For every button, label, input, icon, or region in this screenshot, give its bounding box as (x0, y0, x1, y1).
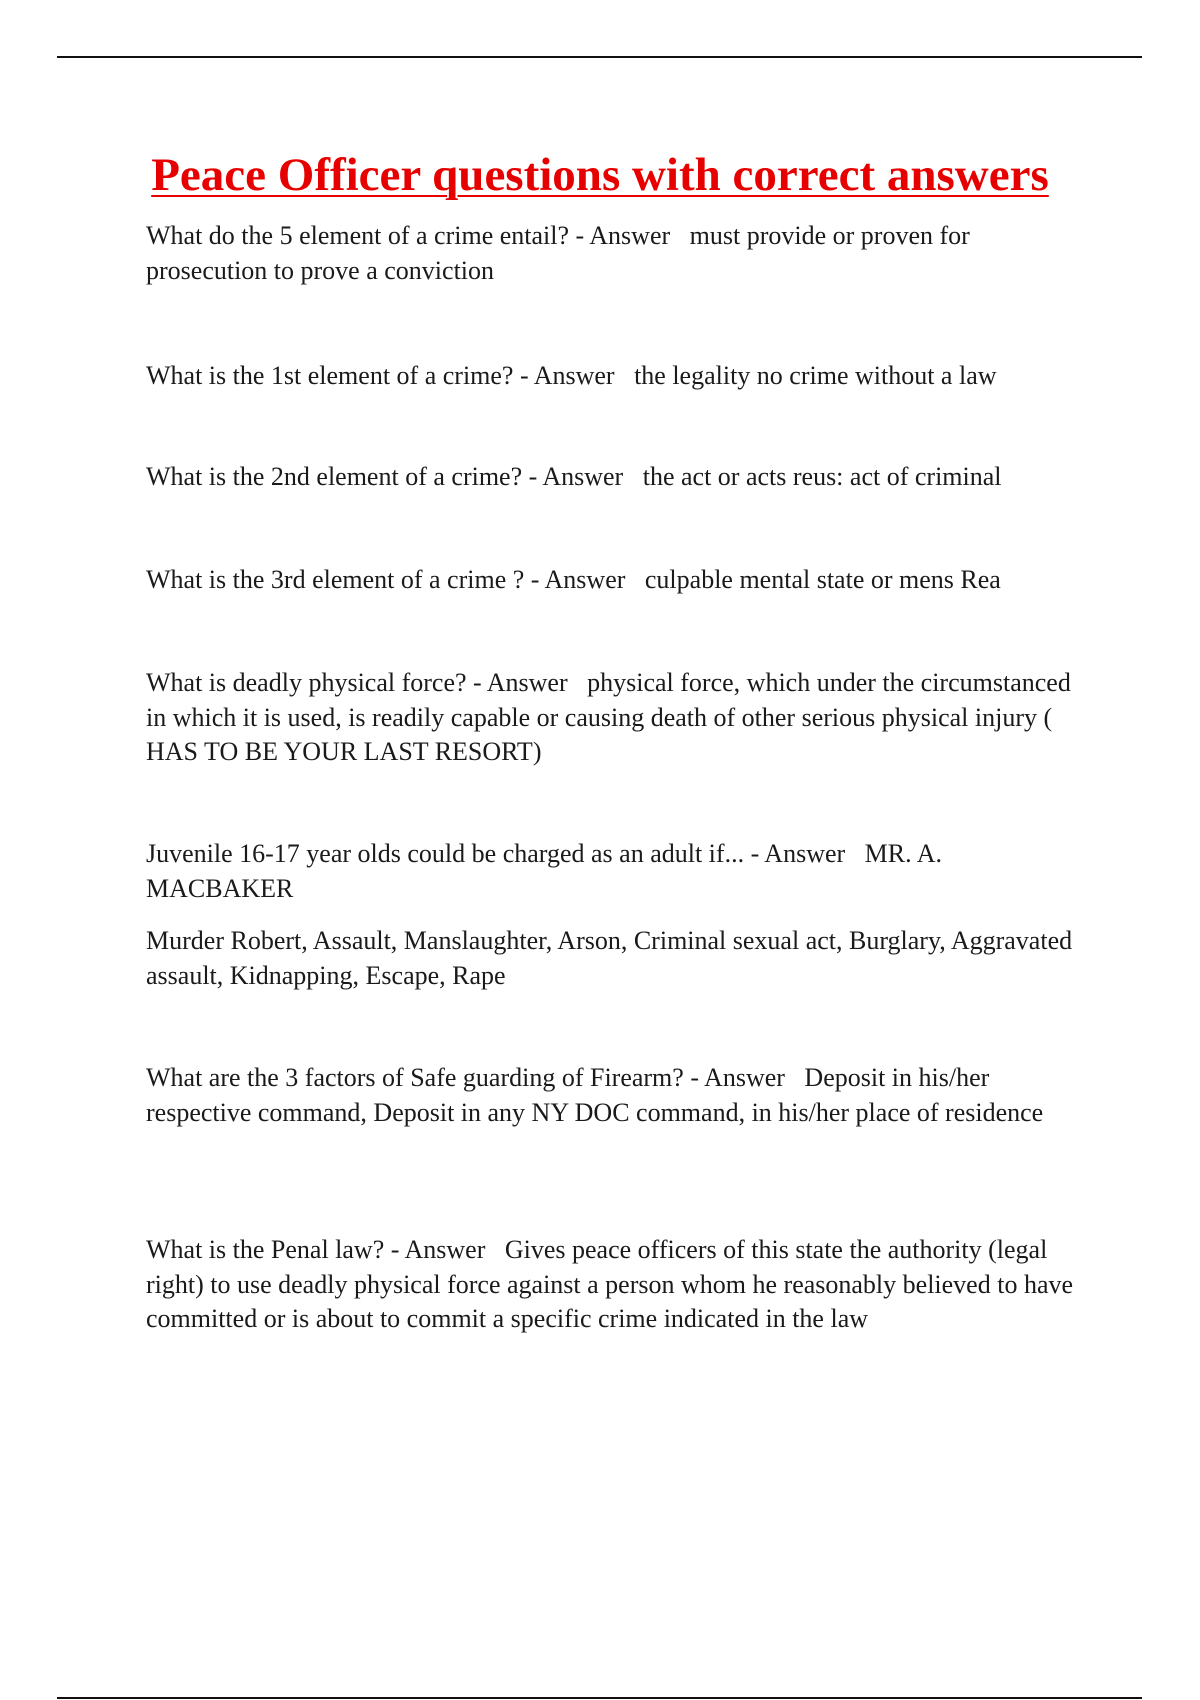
qa-item-2 (146, 359, 1081, 394)
qa-item-4 (146, 563, 1081, 598)
qa-item-8 (146, 1233, 1081, 1337)
bottom-rule (57, 1697, 1142, 1699)
page-title: Peace Officer questions with correct answers (151, 149, 1049, 201)
answer-text: the act or acts reus: act of criminal (642, 462, 1002, 491)
answer-label: - Answer (522, 462, 624, 491)
answer-label: - Answer (524, 565, 626, 594)
question-text: What is deadly physical force? (146, 668, 467, 697)
answer-text: MR. A. MACBAKER (146, 839, 942, 903)
question-text: What is the Penal law? (146, 1235, 385, 1264)
answer-label: - Answer (384, 1235, 486, 1264)
qa-item-6-continuation: Murder Robert, Assault, Manslaughter, Arson, Criminal sexual act, Burglary, Aggravated assault, Kidnapping, Escape, Rape (146, 926, 1073, 990)
question-text: What are the 3 factors of Safe guarding of Firearm? (146, 1063, 684, 1092)
top-rule (57, 56, 1142, 58)
answer-text: Deposit in his/her respective command, Deposit in any NY DOC command, in his/her place of residence (146, 1063, 1044, 1127)
qa-item-6 (146, 837, 1081, 906)
question-text: What is the 3rd element of a crime ? (146, 565, 525, 594)
answer-text: culpable mental state or mens Rea (644, 565, 1001, 594)
qa-item-1 (146, 219, 1081, 288)
answer-label: - Answer (744, 839, 846, 868)
answer-text: Gives peace officers of this state the authority (legal right) to use deadly physical force against a person whom he reasonably believed to have committed or is about to commit a specific crime indicated in the law (146, 1235, 1074, 1333)
question-text: Juvenile 16-17 year olds could be charged as an adult if... (146, 839, 745, 868)
question-text: What do the 5 element of a crime entail? (146, 221, 570, 250)
answer-label: - Answer (569, 221, 671, 250)
qa-item-7 (146, 1061, 1081, 1130)
answer-text: must provide or proven for prosecution to prove a conviction (146, 221, 970, 285)
question-text: What is the 2nd element of a crime? (146, 462, 523, 491)
answer-text: the legality no crime without a law (634, 361, 997, 390)
answer-label: - Answer (466, 668, 568, 697)
qa-item-5 (146, 666, 1081, 770)
answer-text: physical force, which under the circumstanced in which it is used, is readily capable or causing death of other serious physical injury ( HAS TO BE YOUR LAST RESORT) (146, 668, 1071, 766)
qa-item-3 (146, 460, 1081, 495)
answer-label: - Answer (683, 1063, 785, 1092)
question-text: What is the 1st element of a crime? (146, 361, 514, 390)
answer-label: - Answer (513, 361, 615, 390)
